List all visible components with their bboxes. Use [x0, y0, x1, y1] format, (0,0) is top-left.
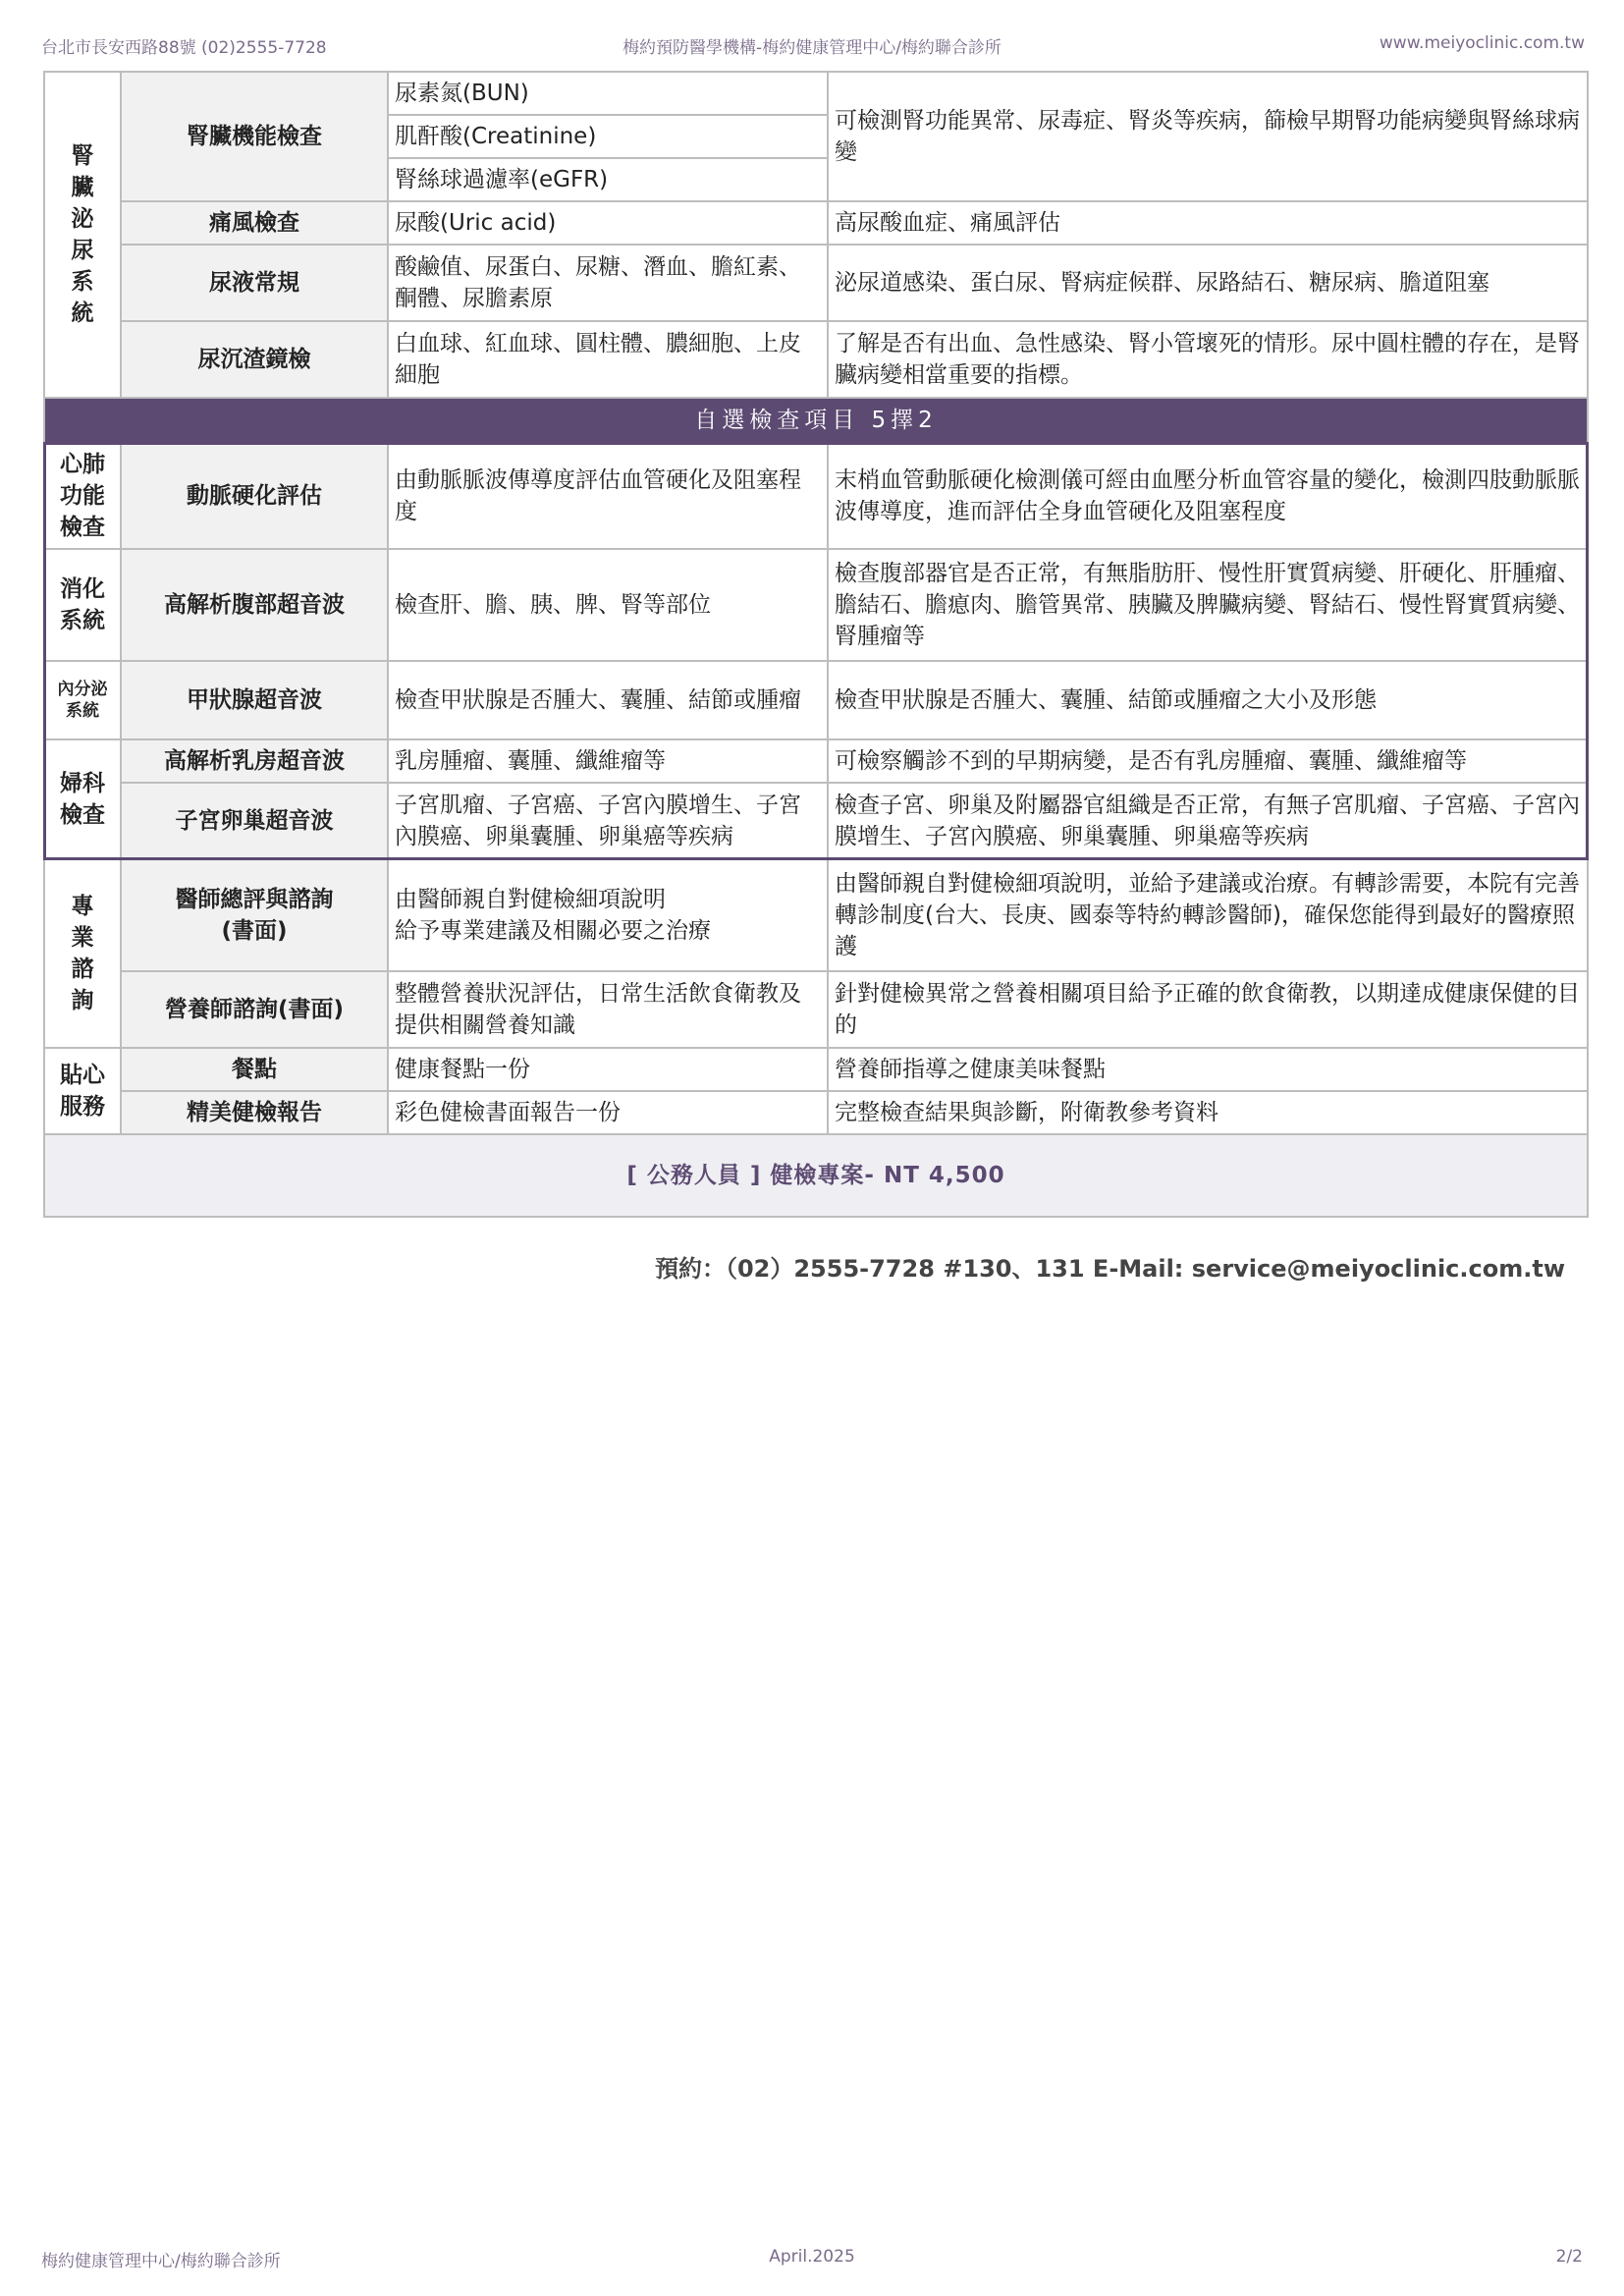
desc-egfr: 腎絲球過濾率(eGFR)	[388, 158, 828, 201]
table-row	[44, 739, 1588, 783]
item-thyroid-ultrasound: 甲狀腺超音波	[121, 661, 388, 739]
exam-table	[43, 71, 1589, 1218]
purpose-breast-ultrasound: 可檢察觸診不到的早期病變，是否有乳房腫瘤、囊腫、纖維瘤等	[828, 739, 1588, 783]
table-row	[44, 859, 1588, 971]
category-consultation: 專 業 諮 詢	[44, 859, 121, 1048]
section-header-optional	[44, 398, 1588, 443]
table-row	[44, 72, 1588, 115]
purpose-doctor-consult: 由醫師親自對健檢細項說明，並給予建議或治療。有轉診需要，本院有完善轉診制度(台大、長庚、國泰等特約轉診醫師)，確保您能得到最好的醫療照護	[828, 859, 1588, 971]
category-kidney: 腎 臟 泌 尿 系 統	[44, 72, 121, 398]
price-banner: [ 公務人員 ] 健檢專案- NT 4,500	[44, 1134, 1588, 1217]
purpose-renal: 可檢測腎功能異常、尿毒症、腎炎等疾病，篩檢早期腎功能病變與腎絲球病變	[828, 72, 1588, 201]
table-row	[44, 971, 1588, 1048]
item-renal-function: 腎臟機能檢查	[121, 72, 388, 201]
purpose-abdominal-ultrasound: 檢查腹部器官是否正常，有無脂肪肝、慢性肝實質病變、肝硬化、肝腫瘤、膽結石、膽瘜肉、膽管異常、胰臟及脾臟病變、腎結石、慢性腎實質病變、腎腫瘤等	[828, 549, 1588, 661]
table-row	[44, 783, 1588, 859]
table-row	[44, 245, 1588, 321]
item-urine-sediment: 尿沉渣鏡檢	[121, 321, 388, 398]
desc-thyroid-ultrasound: 檢查甲狀腺是否腫大、囊腫、結節或腫瘤	[388, 661, 828, 739]
price-row	[44, 1134, 1588, 1217]
category-cardiopulmonary: 心肺 功能 檢查	[44, 443, 121, 549]
purpose-thyroid-ultrasound: 檢查甲狀腺是否腫大、囊腫、結節或腫瘤之大小及形態	[828, 661, 1588, 739]
item-uterus-ovary-ultrasound: 子宮卵巢超音波	[121, 783, 388, 859]
category-gynecology: 婦科 檢查	[44, 739, 121, 859]
purpose-meal: 營養師指導之健康美味餐點	[828, 1048, 1588, 1091]
purpose-arteriosclerosis: 末梢血管動脈硬化檢測儀可經由血壓分析血管容量的變化，檢測四肢動脈脈波傳導度，進而評估全身血管硬化及阻塞程度	[828, 443, 1588, 549]
desc-urine-sediment: 白血球、紅血球、圓柱體、膿細胞、上皮細胞	[388, 321, 828, 398]
table-row	[44, 321, 1588, 398]
purpose-dietitian-consult: 針對健檢異常之營養相關項目給予正確的飲食衛教，以期達成健康保健的目的	[828, 971, 1588, 1048]
desc-abdominal-ultrasound: 檢查肝、膽、胰、脾、腎等部位	[388, 549, 828, 661]
purpose-urinalysis: 泌尿道感染、蛋白尿、腎病症候群、尿路結石、糖尿病、膽道阻塞	[828, 245, 1588, 321]
desc-report: 彩色健檢書面報告一份	[388, 1091, 828, 1134]
desc-breast-ultrasound: 乳房腫瘤、囊腫、纖維瘤等	[388, 739, 828, 783]
exam-table-wrapper	[43, 71, 1587, 1218]
header-address: 台北市長安西路88號 (02)2555-7728	[41, 38, 327, 58]
purpose-report: 完整檢查結果與診斷，附衛教參考資料	[828, 1091, 1588, 1134]
table-row	[44, 201, 1588, 245]
purpose-uterus-ovary-ultrasound: 檢查子宮、卵巢及附屬器官組織是否正常，有無子宮肌瘤、子宮癌、子宮內膜增生、子宮內膜癌、卵巢囊腫、卵巢癌等疾病	[828, 783, 1588, 859]
footer-organization: 梅約健康管理中心/梅約聯合診所	[41, 2252, 281, 2271]
desc-urinalysis: 酸鹼值、尿蛋白、尿糖、潛血、膽紅素、酮體、尿膽素原	[388, 245, 828, 321]
desc-dietitian-consult: 整體營養狀況評估，日常生活飲食衛教及提供相關營養知識	[388, 971, 828, 1048]
item-abdominal-ultrasound: 高解析腹部超音波	[121, 549, 388, 661]
desc-creatinine: 肌酐酸(Creatinine)	[388, 115, 828, 158]
header-website: www.meiyoclinic.com.tw	[1379, 33, 1585, 53]
desc-arteriosclerosis: 由動脈脈波傳導度評估血管硬化及阻塞程度	[388, 443, 828, 549]
item-urinalysis: 尿液常規	[121, 245, 388, 321]
desc-uterus-ovary-ultrasound: 子宮肌瘤、子宮癌、子宮內膜增生、子宮內膜癌、卵巢囊腫、卵巢癌等疾病	[388, 783, 828, 859]
footer-date: April.2025	[769, 2247, 855, 2267]
header-organization: 梅約預防醫學機構-梅約健康管理中心/梅約聯合診所	[623, 38, 1001, 58]
item-report: 精美健檢報告	[121, 1091, 388, 1134]
table-row	[44, 1091, 1588, 1134]
item-doctor-consult: 醫師總評與諮詢 (書面)	[121, 859, 388, 971]
purpose-gout: 高尿酸血症、痛風評估	[828, 201, 1588, 245]
table-row	[44, 443, 1588, 549]
purpose-urine-sediment: 了解是否有出血、急性感染、腎小管壞死的情形。尿中圓柱體的存在，是腎臟病變相當重要的指標。	[828, 321, 1588, 398]
contact-info: 預約：（02）2555-7728 #130、131 E-Mail: service@meiyoclinic.com.tw	[654, 1255, 1565, 1283]
category-endocrine: 內分泌 系統	[44, 661, 121, 739]
item-breast-ultrasound: 高解析乳房超音波	[121, 739, 388, 783]
category-digestive: 消化 系統	[44, 549, 121, 661]
item-gout: 痛風檢查	[121, 201, 388, 245]
item-meal: 餐點	[121, 1048, 388, 1091]
table-row	[44, 1048, 1588, 1091]
desc-meal: 健康餐點一份	[388, 1048, 828, 1091]
item-dietitian-consult: 營養師諮詢(書面)	[121, 971, 388, 1048]
optional-heading: 自選檢查項目 5擇2	[44, 398, 1588, 443]
table-row	[44, 549, 1588, 661]
item-arteriosclerosis: 動脈硬化評估	[121, 443, 388, 549]
desc-bun: 尿素氮(BUN)	[388, 72, 828, 115]
footer-page-number: 2/2	[1555, 2247, 1583, 2267]
desc-gout: 尿酸(Uric acid)	[388, 201, 828, 245]
category-service: 貼心 服務	[44, 1048, 121, 1134]
desc-doctor-consult: 由醫師親自對健檢細項說明 給予專業建議及相關必要之治療	[388, 859, 828, 971]
table-row	[44, 661, 1588, 739]
